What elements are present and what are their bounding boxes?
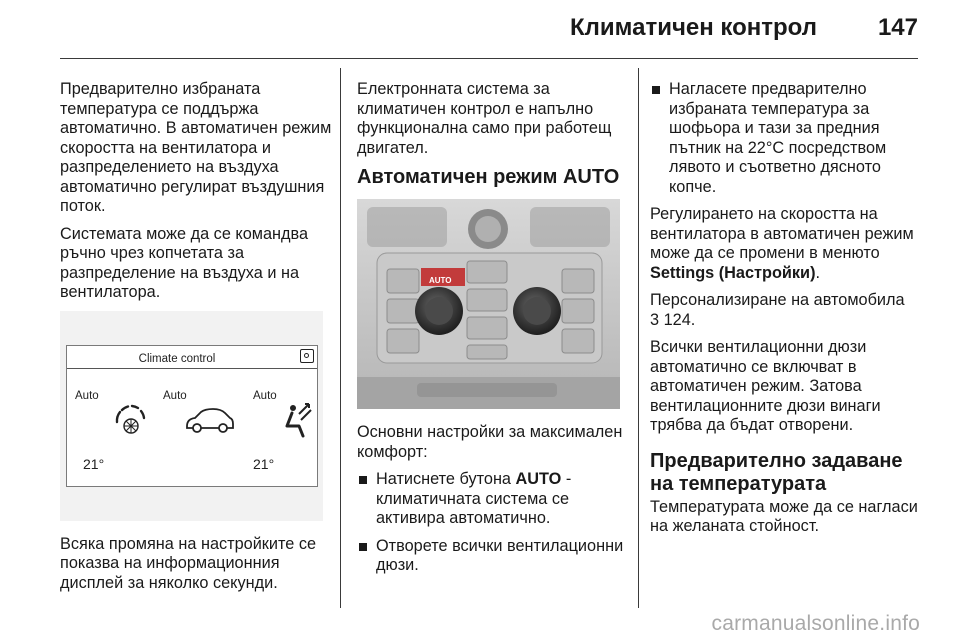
paragraph: Всички вентилационни дюзи автоматично се включват в автоматичен режим. Затова вентилационните дюзи винаги трябва да бъдат отворени.	[650, 338, 881, 434]
column-right	[650, 80, 926, 545]
screen-divider	[67, 368, 317, 369]
paragraph: Предварително избраната температура се поддържа автоматично. В автоматичен режим скоростта на вентилатора и разпределението на въздуха автоматично регулират въздушния поток.	[60, 80, 332, 215]
auto-label-distribution: Auto	[253, 389, 277, 402]
bullet-marker	[652, 86, 660, 94]
screen-title: Climate control	[138, 352, 216, 365]
paragraph: Електронната система за климатичен контрол е напълно функционална само при работещ двигател.	[357, 80, 612, 157]
page-reference: 3 124.	[650, 310, 696, 329]
control-panel-drawing	[357, 199, 620, 409]
climate-display-figure	[60, 311, 323, 521]
bullet-marker	[359, 543, 367, 551]
column-left	[60, 80, 332, 601]
fan-speed-icon	[111, 402, 151, 442]
column-middle	[357, 80, 632, 584]
header-rule	[60, 58, 918, 59]
page-header-title: Климатичен контрол	[570, 14, 817, 41]
section-heading: Предварително задаване на температурата	[650, 449, 903, 495]
bullet-marker	[359, 476, 367, 484]
bullet-item	[357, 470, 632, 529]
settings-icon	[300, 349, 314, 363]
paragraph: Всяка промяна на настройките се показва на информационния дисплей за няколко секунди.	[60, 534, 317, 592]
bullet-item	[650, 80, 926, 197]
climate-display-screen	[66, 345, 318, 487]
bullet-text: Натиснете бутона AUTO - климатичната система се активира автоматично.	[376, 470, 572, 527]
seat-air-distribution-icon	[279, 400, 313, 440]
paragraph: Температурата може да се нагласи на желаната стойност.	[650, 497, 918, 535]
auto-button-label: AUTO	[429, 276, 452, 285]
column-divider	[638, 68, 639, 608]
bullet-text: Нагласете предварително избраната температура за шофьора и тази за предния пътник на 22°C посредством лявото и съответно дясното копче.	[669, 80, 887, 196]
paragraph: Персонализиране на автомобила 3 124.	[650, 291, 905, 329]
temperature-left: 21°	[83, 455, 105, 472]
auto-label-airflow: Auto	[163, 389, 187, 402]
bullet-item	[357, 537, 632, 576]
column-divider	[340, 68, 341, 608]
bullet-text: Отворете всички вентилационни дюзи.	[376, 536, 624, 574]
section-heading: Автоматичен режим AUTO	[357, 166, 620, 188]
paragraph: Системата може да се командва ръчно чрез копчетата за разпределение на въздуха и на вентилатора.	[60, 224, 309, 301]
paragraph: Регулирането на скоростта на вентилатора в автоматичен режим може да се промени в менюто Settings (Настройки).	[650, 205, 914, 282]
climate-control-panel-photo	[357, 199, 620, 409]
paragraph: Основни настройки за максимален комфорт:	[357, 423, 623, 461]
car-airflow-icon	[183, 404, 235, 438]
auto-label-fan: Auto	[75, 389, 99, 402]
page-number: 147	[877, 14, 918, 41]
temperature-right: 21°	[253, 455, 275, 472]
watermark: carmanualsonline.info	[711, 612, 920, 635]
